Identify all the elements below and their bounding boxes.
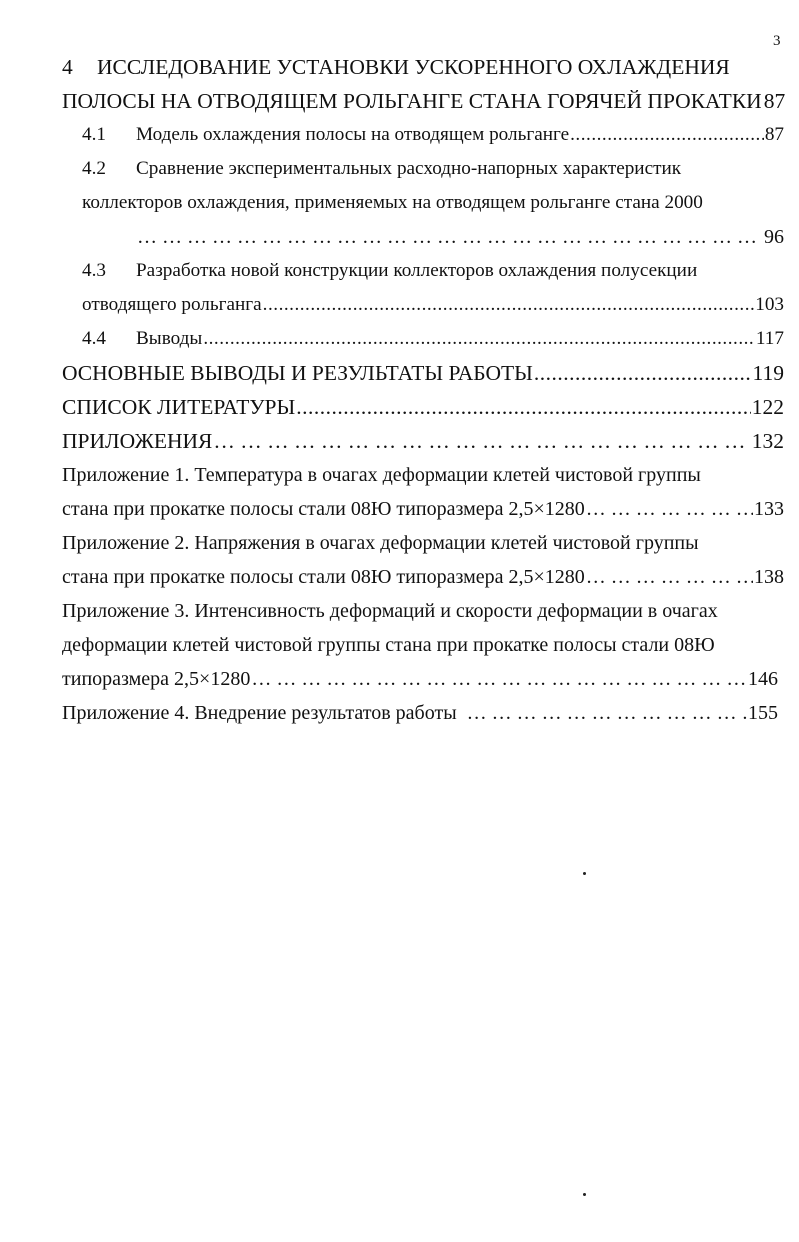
toc-title: Приложение 2. Напряжения в очагах деформации клетей чистовой группы: [62, 532, 699, 554]
toc-section-4-2-line3: [62, 220, 784, 254]
toc-section-4-2-line2: [62, 186, 784, 220]
toc-appendix-1-line2: [62, 492, 784, 526]
dot-leader: [467, 696, 747, 730]
dot-leader: [586, 560, 753, 594]
toc-title: Приложение 1. Температура в очагах деформации клетей чистовой группы: [62, 464, 701, 486]
toc-page: 138: [754, 566, 784, 588]
toc-title: ПРИЛОЖЕНИЯ: [62, 429, 213, 453]
toc-number: 4.2: [82, 158, 106, 179]
scan-speck: [583, 1193, 586, 1196]
page-number: 3: [773, 33, 781, 49]
toc-appendix-4: [62, 696, 778, 730]
toc-page: 146: [748, 668, 778, 690]
toc-number: 4.1: [82, 124, 106, 145]
toc-appendix-2-line2: [62, 560, 784, 594]
toc-appendix-3-line2: [62, 628, 784, 662]
toc-number: 4.4: [82, 328, 106, 349]
toc-title-continued: коллекторов охлаждения, применяемых на отводящем рольганге стана 2000: [82, 192, 703, 213]
toc-appendices: [62, 424, 784, 458]
toc-page: 117: [755, 328, 784, 349]
toc-title: ОСНОВНЫЕ ВЫВОДЫ И РЕЗУЛЬТАТЫ РАБОТЫ: [62, 361, 533, 385]
toc-page: 87: [763, 89, 786, 113]
toc-chapter-4-line1: [62, 50, 784, 84]
toc-section-4-4: [62, 322, 784, 356]
toc-title-continued: стана при прокатке полосы стали 08Ю типоразмера 2,5×1280: [62, 498, 585, 520]
dot-leader: [137, 220, 763, 254]
dot-leader: [213, 424, 750, 458]
toc-title: Приложение 4. Внедрение результатов работы: [62, 702, 457, 724]
dot-leader: [570, 118, 764, 152]
table-of-contents: [62, 50, 784, 730]
toc-section-4-3-line1: [62, 254, 784, 288]
toc-appendix-1-line1: [62, 458, 784, 492]
toc-page: 122: [751, 395, 784, 419]
toc-title: ИССЛЕДОВАНИЕ УСТАНОВКИ УСКОРЕННОГО ОХЛАЖДЕНИЯ: [97, 55, 730, 79]
toc-page: 119: [752, 361, 784, 385]
toc-title-continued: типоразмера 2,5×1280: [62, 668, 251, 690]
toc-appendix-3-line1: [62, 594, 784, 628]
toc-section-4-3-line2: [62, 288, 784, 322]
dot-leader: [586, 492, 753, 526]
toc-page: 87: [764, 124, 784, 145]
toc-title-continued: стана при прокатке полосы стали 08Ю типоразмера 2,5×1280: [62, 566, 585, 588]
toc-page: 155: [748, 702, 778, 724]
toc-section-4-1: [62, 118, 784, 152]
toc-title-continued: деформации клетей чистовой группы стана при прокатке полосы стали 08Ю: [62, 634, 715, 656]
dot-leader: [251, 662, 747, 696]
toc-appendix-2-line1: [62, 526, 784, 560]
toc-title: СПИСОК ЛИТЕРАТУРЫ: [62, 395, 296, 419]
toc-number: 4: [62, 55, 73, 79]
toc-page: 103: [755, 294, 784, 315]
toc-chapter-4-line2: [62, 84, 784, 118]
scan-speck: [583, 872, 586, 875]
toc-title-continued: отводящего рольганга: [82, 294, 262, 315]
toc-page: 133: [754, 498, 784, 520]
toc-page: 96: [764, 226, 784, 248]
toc-page: 132: [751, 429, 784, 453]
toc-title: Модель охлаждения полосы на отводящем рольганге: [136, 124, 570, 145]
toc-title: Сравнение экспериментальных расходно-напорных характеристик: [136, 158, 682, 179]
toc-section-4-2-line1: [62, 152, 784, 186]
toc-title: Приложение 3. Интенсивность деформаций и скорости деформации в очагах: [62, 600, 718, 622]
toc-references: [62, 390, 784, 424]
dot-leader: [263, 288, 755, 322]
dot-leader: [296, 390, 750, 424]
dot-leader: [534, 356, 752, 390]
toc-title-continued: ПОЛОСЫ НА ОТВОДЯЩЕМ РОЛЬГАНГЕ СТАНА ГОРЯЧЕЙ ПРОКАТКИ: [62, 89, 762, 113]
toc-title: Выводы: [136, 328, 203, 349]
dot-leader: [203, 322, 755, 356]
toc-number: 4.3: [82, 260, 106, 281]
toc-appendix-3-line3: [62, 662, 778, 696]
toc-title: Разработка новой конструкции коллекторов охлаждения полусекции: [136, 260, 698, 281]
toc-conclusions: [62, 356, 784, 390]
